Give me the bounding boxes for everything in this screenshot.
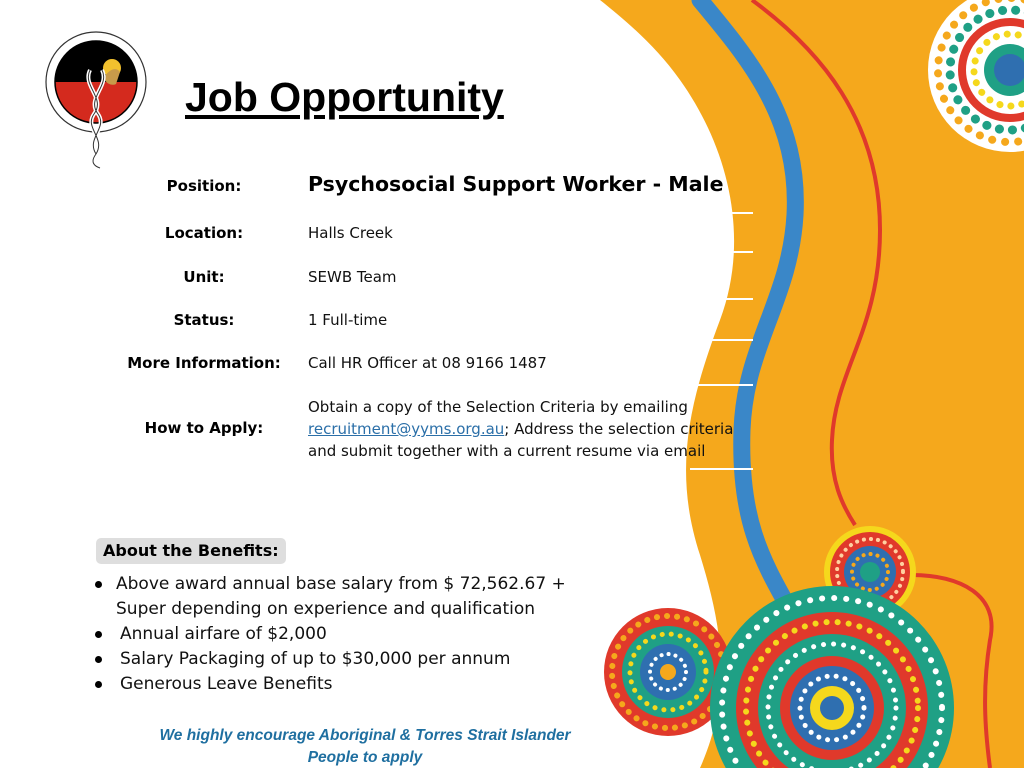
apply-text-after: ; Address the selection criteria and submit together with a current resume via email (308, 420, 734, 460)
encouragement-line-2: People to apply (307, 749, 423, 766)
location-label: Location: (164, 224, 244, 242)
position-value: Psychosocial Support Worker - Male (308, 172, 724, 196)
row-divider (690, 339, 753, 341)
organisation-logo (44, 26, 148, 170)
more-information-label: More Information: (127, 354, 281, 372)
apply-text-before: Obtain a copy of the Selection Criteria by emailing (308, 398, 688, 416)
benefits-heading: About the Benefits: (96, 538, 286, 564)
page-title: Job Opportunity (185, 74, 504, 120)
more-information-value: Call HR Officer at 08 9166 1487 (308, 354, 547, 372)
row-divider (690, 384, 753, 386)
status-label: Status: (173, 311, 235, 329)
row-divider (690, 212, 753, 214)
location-value: Halls Creek (308, 224, 393, 242)
encouragement-note (120, 725, 610, 769)
unit-label: Unit: (183, 268, 225, 286)
benefit-item: Above award annual base salary from $ 72,562.67 + Super depending on experience and qualification (95, 572, 615, 622)
benefits-list (95, 572, 615, 697)
status-value: 1 Full-time (308, 311, 388, 329)
recruitment-email-link[interactable]: recruitment@yyms.org.au (308, 420, 505, 438)
row-divider (690, 251, 753, 253)
row-divider (690, 298, 753, 300)
benefit-item: Annual airfare of $2,000 (95, 622, 615, 647)
encouragement-line-1: We highly encourage Aboriginal & Torres Strait Islander (159, 727, 571, 744)
how-to-apply-text (308, 396, 758, 462)
unit-value: SEWB Team (308, 268, 397, 286)
benefit-item: Generous Leave Benefits (95, 672, 615, 697)
benefit-item: Salary Packaging of up to $30,000 per annum (95, 647, 615, 672)
how-to-apply-label: How to Apply: (144, 419, 264, 437)
row-divider (690, 468, 753, 470)
position-label: Position: (166, 177, 242, 195)
